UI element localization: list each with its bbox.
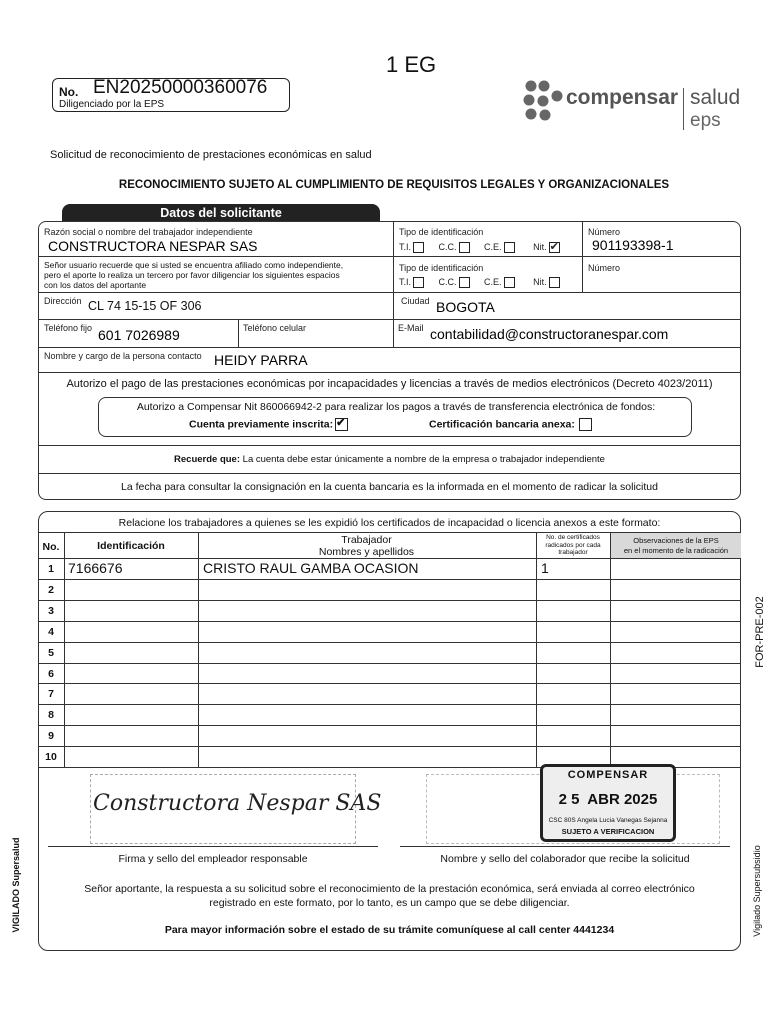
row-number: 5	[48, 646, 54, 659]
vigilado-supersubsidio: Vigilado Supersubsidio	[752, 845, 762, 937]
form-code-vertical: FOR-PRE-002	[754, 596, 766, 668]
row-worker-name[interactable]	[203, 748, 533, 766]
row-number: 8	[48, 709, 54, 722]
ce-2-checkbox[interactable]	[504, 277, 515, 288]
cuenta-inscrita	[189, 418, 348, 431]
workers-intro: Relacione los trabajadores a quienes se les expidió los certificados de incapacidad o licencia anexos a este formato:	[118, 517, 661, 529]
number-value: EN20250000360076	[93, 77, 268, 98]
compensar-logo	[522, 78, 752, 134]
direccion-label: Dirección	[44, 296, 82, 306]
note-line: con los datos del aportante	[44, 280, 147, 290]
note-line: pero el aporte lo realiza un tercero por favor diligenciar los siguientes espacios	[44, 270, 340, 280]
ti-checkbox[interactable]	[413, 242, 424, 253]
row-divider	[38, 579, 741, 580]
row-worker-name[interactable]	[203, 623, 533, 641]
row-identification[interactable]	[68, 727, 196, 745]
row-eps-observation[interactable]	[614, 560, 738, 578]
subtitle: Solicitud de reconocimiento de prestaciones económicas en salud	[50, 149, 372, 161]
row-divider	[38, 683, 741, 684]
row-identification[interactable]	[68, 685, 196, 703]
stamp-line-2: SUJETO A VERIFICACION	[561, 827, 655, 836]
row-line	[38, 445, 741, 446]
row-number: 10	[45, 751, 57, 764]
main-heading: RECONOCIMIENTO SUJETO AL CUMPLIMIENTO DE REQUISITOS LEGALES Y ORGANIZACIONALES	[118, 179, 670, 191]
ce-label: C.E.	[484, 242, 502, 252]
cuenta-checkbox[interactable]	[335, 418, 348, 431]
table-col	[536, 532, 537, 767]
row-cert-count[interactable]	[541, 665, 607, 683]
row-worker-name[interactable]	[203, 581, 533, 599]
note-line: Señor usuario recuerde que si usted se encuentra afiliado como independiente,	[44, 260, 344, 270]
vigilado-supersalud: VIGILADO Supersalud	[11, 837, 21, 933]
ciudad-value[interactable]: BOGOTA	[436, 299, 495, 315]
nit-label: Nit.	[533, 242, 547, 252]
nit-2-checkbox[interactable]	[549, 277, 560, 288]
row-identification[interactable]	[68, 644, 196, 662]
row-worker-name[interactable]: CRISTO RAUL GAMBA OCASION	[203, 560, 419, 576]
handwritten-signature: Constructora Nespar SAS	[93, 791, 382, 816]
row-line	[38, 473, 741, 474]
row-eps-observation[interactable]	[614, 665, 738, 683]
col-id-header: Identificación	[97, 540, 165, 552]
row-divider	[38, 704, 741, 705]
row-worker-name[interactable]	[203, 685, 533, 703]
row-divider	[38, 746, 741, 747]
stamp-top: COMPENSAR	[567, 769, 649, 781]
contacto-value[interactable]: HEIDY PARRA	[214, 352, 308, 368]
cc-label: C.C.	[438, 242, 457, 252]
col-trab-1: Trabajador	[341, 534, 392, 546]
row-divider	[38, 642, 741, 643]
col-line	[393, 221, 394, 347]
row-worker-name[interactable]	[203, 665, 533, 683]
row-number: 3	[48, 604, 54, 617]
tipo-id-2-options	[399, 277, 560, 288]
row-eps-observation[interactable]	[614, 685, 738, 703]
table-col	[610, 532, 611, 767]
razon-value[interactable]: CONSTRUCTORA NESPAR SAS	[48, 238, 258, 254]
table-line	[38, 558, 741, 559]
row-number: 7	[48, 688, 54, 701]
row-eps-observation[interactable]	[614, 644, 738, 662]
row-divider	[38, 621, 741, 622]
brand-salud: salud	[690, 86, 741, 109]
row-line	[38, 372, 741, 373]
cert-checkbox[interactable]	[579, 418, 592, 431]
row-number: 9	[48, 730, 54, 743]
row-divider	[38, 725, 741, 726]
col-trab-header	[198, 534, 535, 558]
cc-2-checkbox[interactable]	[459, 277, 470, 288]
tipo-id-label: Tipo de identificación	[399, 227, 484, 237]
fecha-note: La fecha para consultar la consignación en la cuenta bancaria es la informada en el momento de radicar la solicitud	[121, 481, 658, 493]
nit-label: Nit.	[533, 277, 547, 287]
numero-2-label: Número	[588, 263, 621, 273]
row-identification[interactable]: 7166676	[68, 560, 123, 576]
row-eps-observation[interactable]	[614, 706, 738, 724]
contacto-label: Nombre y cargo de la persona contacto	[44, 351, 202, 361]
tipo-id-2-label: Tipo de identificación	[399, 263, 484, 273]
numero-value[interactable]: 901193398-1	[592, 237, 674, 253]
row-line	[38, 292, 741, 293]
col-cert-3: trabajador	[558, 549, 588, 556]
table-col	[198, 532, 199, 767]
cert-label: Certificación bancaria anexa:	[429, 418, 575, 431]
reception-stamp	[540, 764, 676, 842]
col-cert-2: radicados por cada	[545, 541, 601, 549]
row-identification[interactable]	[68, 748, 196, 766]
ti-label: T.I.	[399, 242, 412, 252]
row-line	[38, 319, 741, 320]
tipo-id-options	[399, 242, 560, 253]
row-number: 2	[48, 583, 54, 596]
email-label: E-Mail	[398, 323, 424, 333]
footer-note-1: Señor aportante, la respuesta a su solicitud sobre el reconocimiento de la prestación económica, será enviada al correo electrónico	[84, 883, 695, 895]
row-eps-observation[interactable]	[614, 623, 738, 641]
row-cert-count[interactable]: 1	[541, 560, 549, 576]
autorizo-text: Autorizo el pago de las prestaciones económicas por incapacidades y licencias a través de medios electrónicos (Decreto 4023/2011)	[66, 378, 713, 390]
col-obs-header	[611, 536, 741, 556]
brand-divider	[683, 88, 684, 130]
row-divider	[38, 600, 741, 601]
certificacion-anexa	[429, 418, 592, 431]
recuerde-bold: Recuerde que:	[174, 454, 241, 465]
row-cert-count[interactable]	[541, 727, 607, 745]
row-worker-name[interactable]	[203, 602, 533, 620]
row-number: 4	[48, 625, 54, 638]
footer-note-2: registrado en este formato, por lo tanto, es un campo que se debe diligenciar.	[209, 897, 570, 909]
col-line	[238, 319, 239, 347]
row-identification[interactable]	[68, 581, 196, 599]
recuerde-body: La cuenta debe estar únicamente a nombre de la empresa o trabajador independiente	[242, 454, 605, 465]
autorizo-nit-text: Autorizo a Compensar Nit 860066942-2 para realizar los pagos a través de transferencia electrónica de fondos:	[136, 401, 656, 413]
row-eps-observation[interactable]	[614, 727, 738, 745]
number-note: Diligenciado por la EPS	[59, 99, 165, 110]
row-divider	[38, 663, 741, 664]
row-worker-name[interactable]	[203, 644, 533, 662]
email-value[interactable]: contabilidad@constructoranespar.com	[430, 326, 669, 342]
signature-box	[90, 774, 382, 844]
tel-fijo-label: Teléfono fijo	[44, 323, 93, 333]
transfer-box	[98, 397, 692, 437]
ti-label: T.I.	[399, 277, 412, 287]
row-eps-observation[interactable]	[614, 602, 738, 620]
table-col	[64, 532, 65, 767]
row-number: 1	[48, 563, 54, 575]
cuenta-label: Cuenta previamente inscrita:	[189, 418, 334, 431]
firma-line	[48, 846, 378, 847]
compensar-dots-icon	[522, 80, 564, 122]
col-line	[582, 221, 583, 292]
aportante-note	[44, 260, 343, 290]
row-identification[interactable]	[68, 665, 196, 683]
colaborador-line	[400, 846, 730, 847]
col-no-header: No.	[42, 541, 60, 553]
row-line	[38, 256, 741, 257]
form-code: 1 EG	[386, 52, 437, 77]
col-cert-header	[536, 534, 610, 557]
row-worker-name[interactable]	[203, 706, 533, 724]
col-obs-2: en el momento de la radicación	[623, 546, 729, 555]
callcenter-text: Para mayor información sobre el estado de su trámite comuníquese al call center 4441234	[164, 924, 615, 936]
footer-note	[38, 882, 741, 910]
firma-label: Firma y sello del empleador responsable	[118, 853, 308, 865]
cc-label: C.C.	[438, 277, 457, 287]
row-cert-count[interactable]	[541, 602, 607, 620]
brand-name: compensar	[566, 86, 679, 109]
tel-cel-label: Teléfono celular	[243, 323, 307, 333]
row-eps-observation[interactable]	[614, 581, 738, 599]
number-label: No.	[59, 85, 79, 99]
row-identification[interactable]	[68, 623, 196, 641]
nit-checkbox[interactable]	[549, 242, 560, 253]
row-identification[interactable]	[68, 602, 196, 620]
row-cert-count[interactable]	[541, 706, 607, 724]
stamp-line-1: CSC 80S Angela Lucia Vanegas Sejanna	[548, 817, 668, 824]
section-tab: Datos del solicitante	[62, 204, 380, 222]
row-identification[interactable]	[68, 706, 196, 724]
table-line	[38, 532, 741, 533]
ti-2-checkbox[interactable]	[413, 277, 424, 288]
col-obs-1: Observaciones de la EPS	[633, 536, 719, 545]
brand-eps: eps	[690, 110, 721, 131]
row-line	[38, 347, 741, 348]
cc-checkbox[interactable]	[459, 242, 470, 253]
row-number: 6	[48, 667, 54, 680]
stamp-date: 2 5 ABR 2025	[558, 791, 658, 808]
ce-checkbox[interactable]	[504, 242, 515, 253]
row-worker-name[interactable]	[203, 727, 533, 745]
col-cert-1: No. de certificados	[546, 534, 600, 541]
colaborador-label: Nombre y sello del colaborador que recibe la solicitud	[440, 853, 690, 865]
recuerde-text	[38, 454, 741, 465]
tel-fijo-value[interactable]: 601 7026989	[98, 327, 180, 343]
ciudad-label: Ciudad	[401, 296, 430, 306]
row-cert-count[interactable]	[541, 623, 607, 641]
eps-number-box	[52, 78, 290, 112]
col-trab-2: Nombres y apellidos	[318, 546, 415, 558]
direccion-value[interactable]: CL 74 15-15 OF 306	[88, 299, 202, 313]
ce-label: C.E.	[484, 277, 502, 287]
numero-label: Número	[588, 227, 621, 237]
row-cert-count[interactable]	[541, 685, 607, 703]
row-cert-count[interactable]	[541, 644, 607, 662]
row-cert-count[interactable]	[541, 581, 607, 599]
razon-label: Razón social o nombre del trabajador independiente	[44, 227, 253, 237]
